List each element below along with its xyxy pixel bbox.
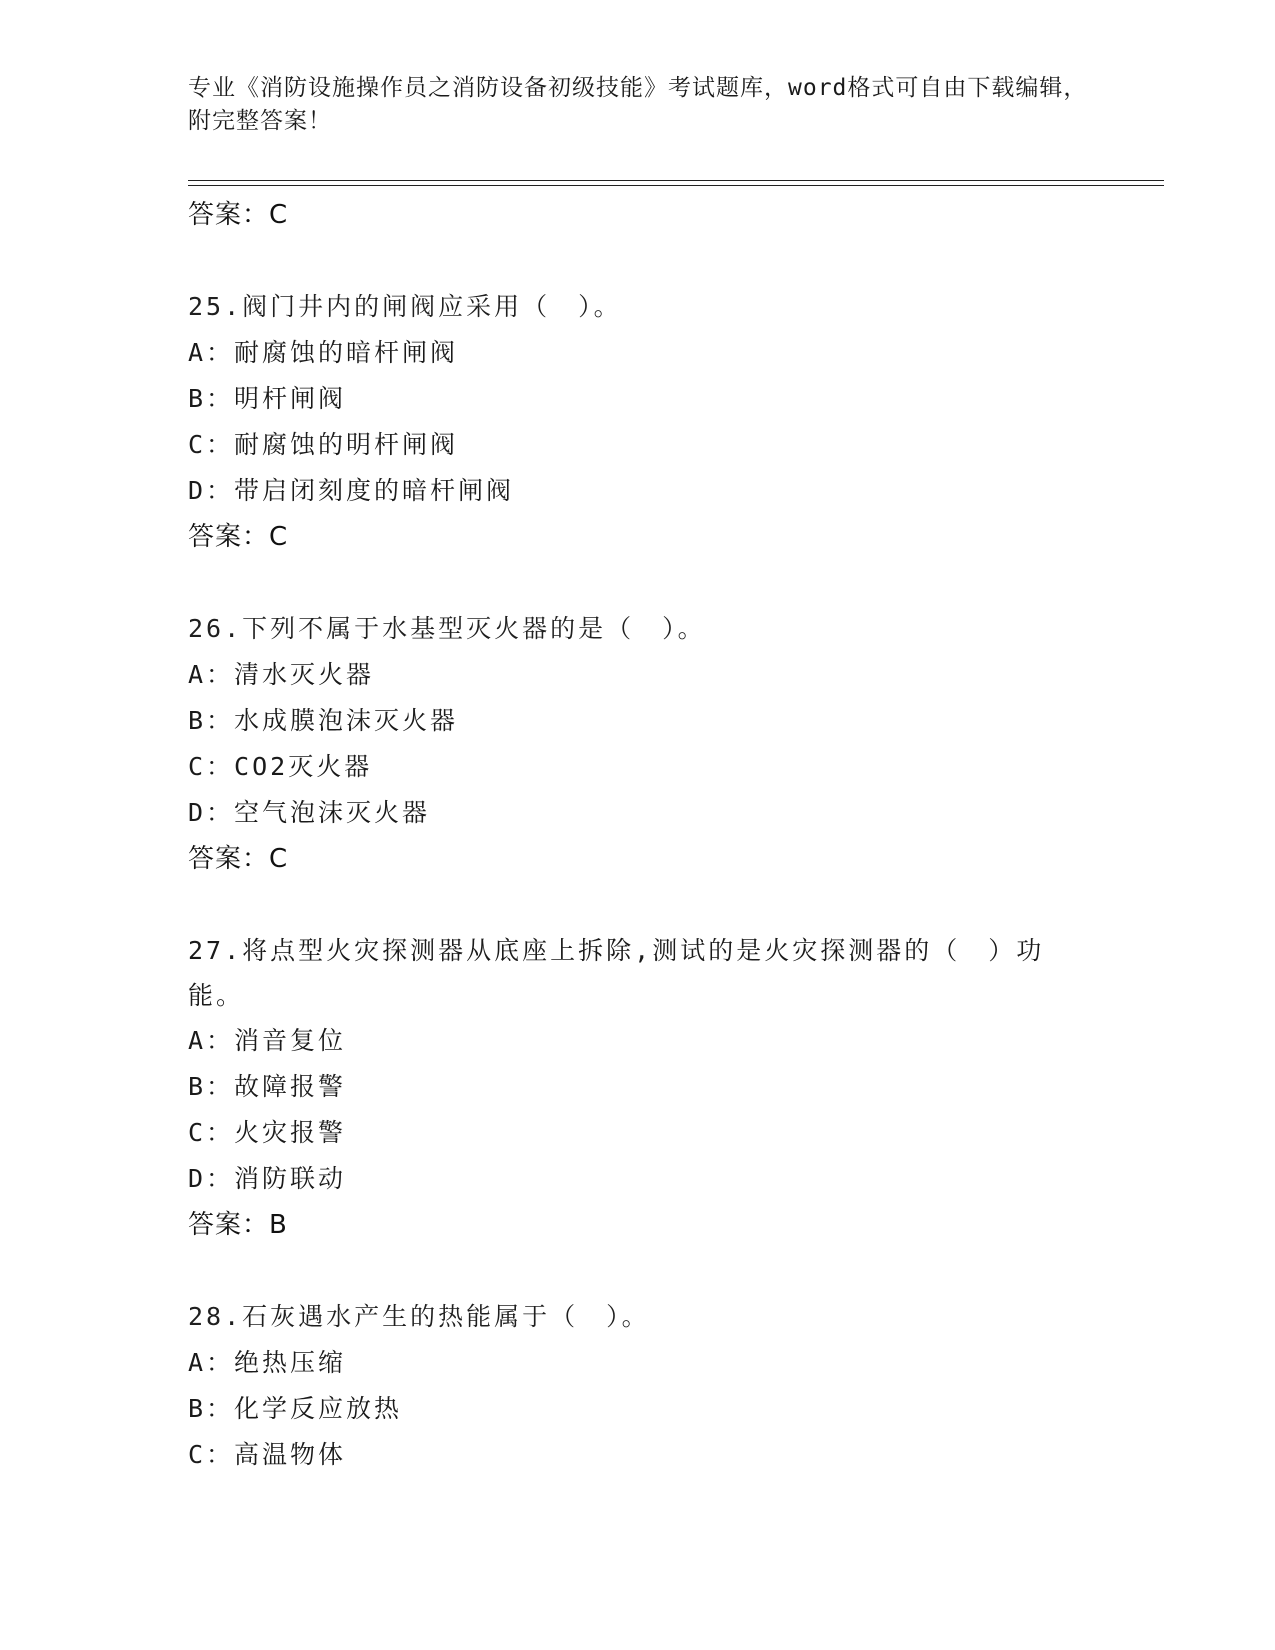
- option-a: A：消音复位: [188, 1026, 347, 1055]
- question-text: 25.阀门井内的闸阀应采用（ ）。: [188, 292, 622, 321]
- option-d: D：空气泡沫灭火器: [188, 798, 431, 827]
- option-c: C：火灾报警: [188, 1118, 347, 1147]
- option-a: A：绝热压缩: [188, 1348, 347, 1377]
- previous-answer: 答案：C: [188, 200, 289, 230]
- question-26: [188, 606, 1088, 882]
- option-b: B：化学反应放热: [188, 1394, 403, 1423]
- header-rule-bottom: [188, 185, 1164, 186]
- question-list: [188, 192, 1088, 1478]
- option-a: A：清水灭火器: [188, 660, 375, 689]
- option-b: B：故障报警: [188, 1072, 347, 1101]
- question-25: [188, 284, 1088, 560]
- answer: 答案：C: [188, 844, 289, 874]
- answer: 答案：B: [188, 1210, 288, 1240]
- option-d: D：消防联动: [188, 1164, 347, 1193]
- question-28: [188, 1294, 1088, 1478]
- question-text: 26.下列不属于水基型灭火器的是（ ）。: [188, 614, 706, 643]
- option-c: C：耐腐蚀的明杆闸阀: [188, 430, 459, 459]
- document-header: 专业《消防设施操作员之消防设备初级技能》考试题库，word格式可自由下载编辑，附完整答案！: [188, 75, 1088, 134]
- question-27: [188, 928, 1088, 1248]
- option-d: D：带启闭刻度的暗杆闸阀: [188, 476, 515, 505]
- option-c: C：高温物体: [188, 1440, 347, 1469]
- option-a: A：耐腐蚀的暗杆闸阀: [188, 338, 459, 367]
- option-c: C：CO2灭火器: [188, 752, 373, 781]
- question-text: 28.石灰遇水产生的热能属于（ ）。: [188, 1302, 650, 1331]
- option-b: B：明杆闸阀: [188, 384, 347, 413]
- option-b: B：水成膜泡沫灭火器: [188, 706, 459, 735]
- question-text: 27.将点型火灾探测器从底座上拆除,测试的是火灾探测器的（ ）功能。: [188, 936, 1045, 1010]
- answer: 答案：C: [188, 522, 289, 552]
- header-rule-top: [188, 180, 1164, 181]
